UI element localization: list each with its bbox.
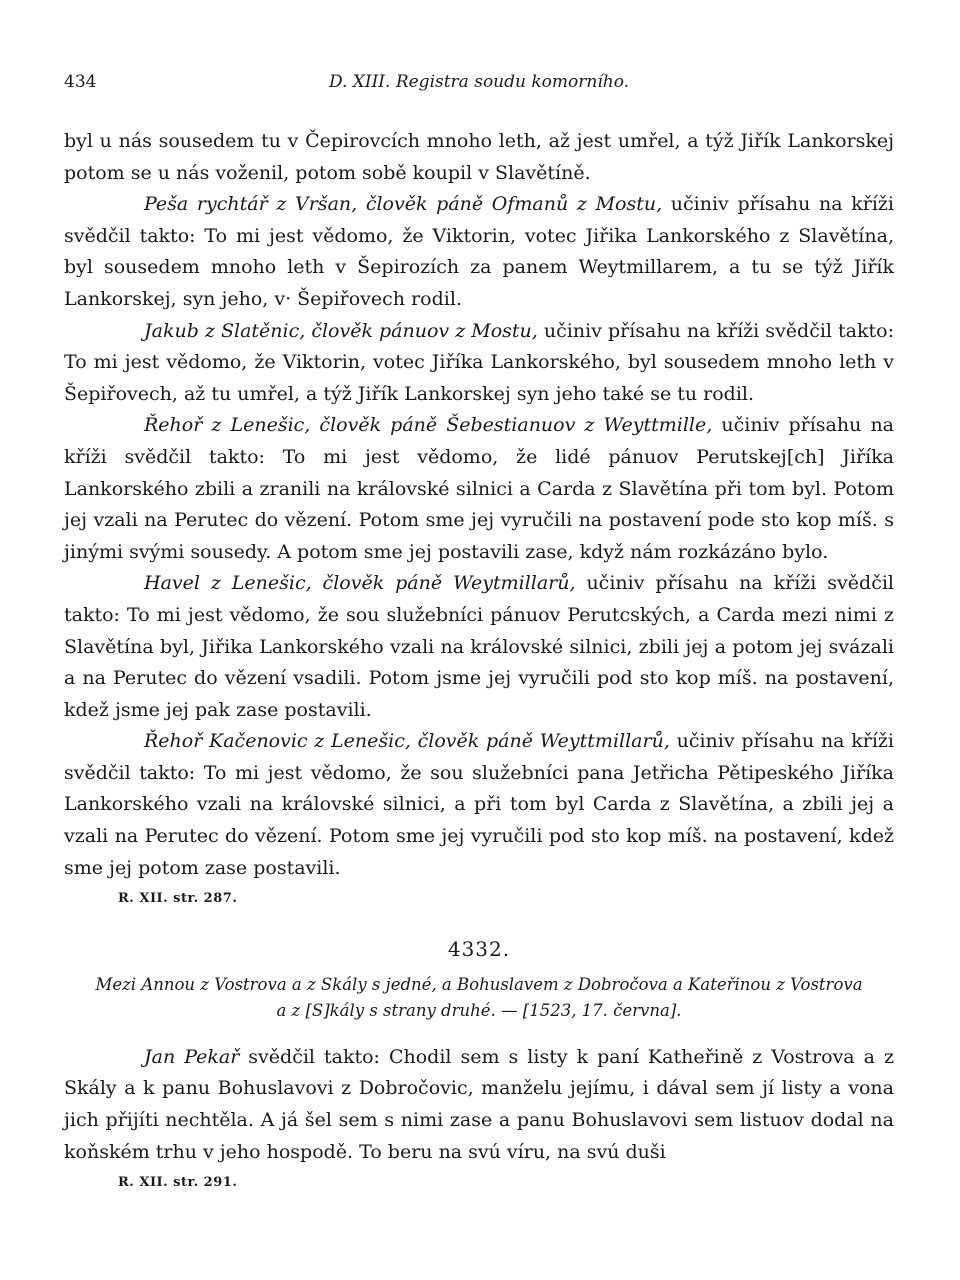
- document-body: [64, 126, 894, 1194]
- witness-name: Řehoř z Lenešic, člověk páně Šebestianuov z Weyttmille,: [144, 414, 713, 437]
- page: [64, 72, 894, 1194]
- paragraph: [64, 316, 894, 411]
- source-reference: R. XII. str. 291.: [118, 1175, 238, 1191]
- document-heading: [64, 972, 894, 1024]
- testimony-text: učiniv přísahu na kříži svědčil takto: To mi jest vědomo, že sou služebníci pánuov Perutcských, a Carda mezi nimi z Slavětína byl, Jiřika Lankorského vzali na královské silnici, zbili jej a potom jej svázali a na Perutec do vězení vsadili. Potom jsme jej vyručili pod sto kop míš. na postavení, kdež jsme jej pak zase postavili.: [64, 572, 894, 721]
- running-header: [64, 72, 894, 102]
- testimony-text: učiniv přísahu na kříži svědčil takto: To mi jest vědomo, že lidé pánuov Perutskej[ch] Jiříka Lankorského zbili a zranili na královské silnici a Carda z Slavětína při tom byl. Potom jej vzali na Perutec do vězení. Potom sme jej vyručili na postavení pode sto kop míš. s jinými svými sousedy. A potom sme jej postavili zase, když nám rozkázáno bylo.: [64, 414, 895, 563]
- paragraph: [64, 410, 894, 568]
- spacer: [64, 1024, 894, 1042]
- witness-name: Jan Pekař: [144, 1045, 240, 1068]
- testimony-text: učiniv přísahu na kříži svědčil takto: To mi jest vědomo, že Viktorin, votec Jiřika Lankorského z Slavětína, byl sousedem mnoho leth v Šepirozích za panem Weytmillarem, a tu se týž Jiřík Lankorskej, syn jeho, v· Šepiřovech rodil.: [64, 193, 894, 310]
- heading-line: a z [S]kály s strany druhé. — [1523, 17. června].: [276, 1000, 682, 1020]
- testimony-text: učiniv přísahu na kříži svědčil takto: To mi jest vědomo, že Viktorin, votec Jiříka Lankorského, byl sousedem mnoho leth v Šepiřovech, až tu umřel, a týž Jiřík Lankorskej syn jeho také se tu rodil.: [64, 319, 895, 405]
- witness-name: Řehoř Kačenovic z Lenešic, člověk páně Weyttmillarů,: [144, 730, 670, 753]
- witness-name: Peša rychtář z Vršan, člověk páně Ofmanů z Mostu,: [144, 193, 663, 216]
- testimony-text: svědčil takto: Chodil sem s listy k paní Katheřině z Vostrova a z Skály a k panu Bohuslavovi z Dobročovic, manželu jejímu, i dával sem jí listy a vona jich přijíti nechtěla. A já šel sem s nimi zase a panu Bohuslavovi sem listuov dodal na koňském trhu v jeho hospodě. To beru na svú víru, na svú duši: [64, 1045, 894, 1163]
- witness-name: Jakub z Slatěnic, člověk pánuov z Mostu,: [144, 319, 538, 342]
- testimony-text: učiniv přísahu na kříži svědčil takto: To mi jest vědomo, že sou služebníci pana Jetřicha Pětipeského Jiříka Lankorského vzali na královské silnici, a při tom byl Carda z Slavětína, a zbili jej a vzali na Perutec do vězení. Potom sme jej vyručili pod sto kop míš. na postavení, kdež sme jej potom zase postavili.: [64, 730, 894, 879]
- running-title: D. XIII. Registra soudu komorního.: [328, 72, 630, 92]
- paragraph: [64, 1042, 894, 1168]
- page-number: 434: [64, 72, 97, 92]
- source-reference: R. XII. str. 287.: [118, 891, 238, 907]
- paragraph: [64, 189, 894, 315]
- paragraph: [64, 568, 894, 726]
- heading-line: Mezi Annou z Vostrova a z Skály s jedné, a Bohuslavem z Dobročova a Kateřinou z Vostrova: [95, 974, 863, 994]
- paragraph: byl u nás sousedem tu v Čepirovcích mnoho leth, až jest umřel, a týž Jiřík Lankorskej potom se u nás voženil, potom sobě koupil v Slavětíně.: [64, 130, 894, 184]
- paragraph: [64, 726, 894, 884]
- document-number: 4332.: [447, 937, 511, 962]
- witness-name: Havel z Lenešic, člověk páně Weytmillarů,: [144, 572, 576, 595]
